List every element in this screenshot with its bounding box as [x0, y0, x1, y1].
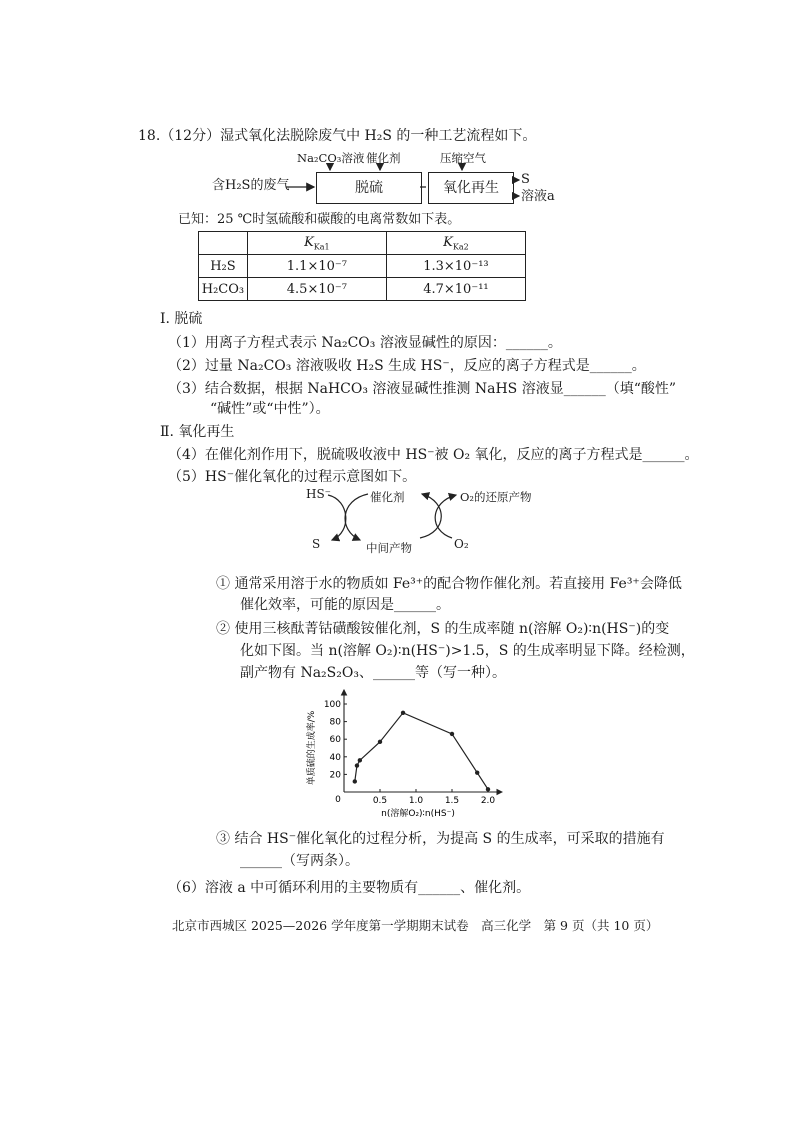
- table-header-ka1: $K_{Ka1}$: [247, 232, 386, 255]
- question-4: （4）在催化剂作用下，脱硫吸收液中 HS⁻被 O₂ 氧化，反应的离子方程式是______。: [168, 447, 699, 463]
- data-point: [486, 787, 490, 791]
- y-tick-label: 60: [329, 735, 341, 746]
- sulfur-output-label: S: [521, 172, 530, 187]
- table-cell: 1.1×10⁻⁷: [247, 255, 386, 278]
- section-desulfurization: Ⅰ. 脱硫: [160, 311, 203, 327]
- solution-a-output-label: 溶液a: [521, 189, 555, 204]
- known-statement: 已知：25 ℃时氢硫酸和碳酸的电离常数如下表。: [178, 212, 461, 227]
- x-tick-label: 2.0: [480, 796, 496, 806]
- ionization-constant-table: [198, 231, 526, 301]
- cycle-o2-label: O₂: [454, 537, 469, 551]
- table-row: [199, 278, 526, 301]
- cycle-sulfur-label: S: [312, 537, 321, 551]
- series-line: [355, 713, 488, 790]
- table-header-ka2: $K_{Ka2}$: [386, 232, 525, 255]
- arrow-intermediate-to-catalyst: [420, 494, 441, 538]
- subquestion-2-line1: ② 使用三核酞菁钴磺酸铵催化剂，S 的生成率随 n(溶解 O₂)∶n(HS⁻)的变: [216, 621, 670, 637]
- arrow-hs-to-s: [328, 495, 346, 540]
- table-header-cell: [199, 232, 248, 255]
- table-cell: H₂S: [199, 255, 248, 278]
- x-tick-label: 1.0: [408, 796, 424, 806]
- catalyst-label: 催化剂: [366, 151, 401, 165]
- cycle-catalyst-label: 催化剂: [370, 490, 405, 504]
- question-title: 18.（12分）湿式氧化法脱除废气中 H₂S 的一种工艺流程如下。: [138, 128, 537, 144]
- subquestion-1-line2: 催化效率，可能的原因是______。: [240, 597, 450, 613]
- arrow-catalyst-to-intermediate: [345, 494, 368, 540]
- data-point: [450, 732, 454, 736]
- data-point: [401, 711, 405, 715]
- question-3-line1: （3）结合数据，根据 NaHCO₃ 溶液显碱性推测 NaHS 溶液显______（填“酸性”: [168, 381, 677, 397]
- data-point: [358, 758, 362, 762]
- x-tick-label: 1.5: [444, 796, 460, 806]
- cycle-hs-label: HS⁻: [306, 487, 332, 501]
- section-oxidation-regeneration: Ⅱ. 氧化再生: [160, 424, 235, 440]
- cycle-arrows: [0, 480, 800, 560]
- question-1: （1）用离子方程式表示 Na₂CO₃ 溶液显碱性的原因：______。: [168, 335, 562, 351]
- desulfurization-box: 脱硫: [316, 172, 422, 204]
- table-cell: 1.3×10⁻¹³: [386, 255, 525, 278]
- table-cell: H₂CO₃: [199, 278, 248, 301]
- chart-y-label: 单质硫的生成率/%: [307, 710, 317, 786]
- oxidation-regeneration-box: 氧化再生: [428, 172, 514, 204]
- data-point: [355, 763, 359, 767]
- question-5: （5）HS⁻催化氧化的过程示意图如下。: [168, 469, 417, 485]
- waste-gas-label: 含H₂S的废气: [212, 178, 290, 193]
- page-footer: 北京市西城区 2025—2026 学年度第一学期期末试卷 高三化学 第 9 页（共 10 页）: [172, 918, 659, 933]
- data-point: [353, 779, 357, 783]
- subquestion-2-line3: 副产物有 Na₂S₂O₃、______等（写一种）。: [240, 665, 506, 681]
- subquestion-3-line1: ③ 结合 HS⁻催化氧化的过程分析，为提高 S 的生成率，可采取的措施有: [216, 831, 665, 847]
- x-tick-label: 0.5: [372, 796, 388, 806]
- subquestion-2-line2: 化如下图。当 n(溶解 O₂)∶n(HS⁻)>1.5，S 的生成率明显下降。经检测，: [240, 643, 695, 659]
- flow-arrows: [0, 0, 800, 240]
- sulfur-yield-chart: [300, 684, 520, 824]
- question-6: （6）溶液 a 中可循环利用的主要物质有______、催化剂。: [168, 880, 531, 896]
- data-point: [378, 740, 382, 744]
- y-tick-label: 80: [329, 717, 341, 728]
- table-row: [199, 255, 526, 278]
- cycle-o2-product-label: O₂的还原产物: [460, 490, 532, 504]
- y-tick-label: 20: [329, 770, 341, 781]
- subquestion-3-line2: ______（写两条）。: [240, 853, 359, 869]
- compressed-air-label: 压缩空气: [440, 151, 486, 165]
- y-tick-label: 100: [323, 700, 341, 710]
- table-cell: 4.7×10⁻¹¹: [386, 278, 525, 301]
- arrow-o2-to-product: [435, 495, 456, 538]
- question-2: （2）过量 Na₂CO₃ 溶液吸收 H₂S 生成 HS⁻，反应的离子方程式是______。: [168, 358, 646, 374]
- subquestion-1-line1: ① 通常采用溶于水的物质如 Fe³⁺的配合物作催化剂。若直接用 Fe³⁺会降低: [216, 576, 682, 592]
- chart-origin-label: 0: [335, 795, 341, 805]
- data-point: [475, 770, 479, 774]
- chart-x-label: n(溶解O₂)∶n(HS⁻): [381, 809, 455, 819]
- table-cell: 4.5×10⁻⁷: [247, 278, 386, 301]
- y-tick-label: 40: [329, 752, 341, 763]
- table-header-row: [199, 232, 526, 255]
- cycle-intermediate-label: 中间产物: [366, 541, 412, 555]
- question-3-line2: “碱性”或“中性”）。: [210, 401, 330, 417]
- na2co3-solution-label: Na₂CO₃溶液: [297, 151, 365, 165]
